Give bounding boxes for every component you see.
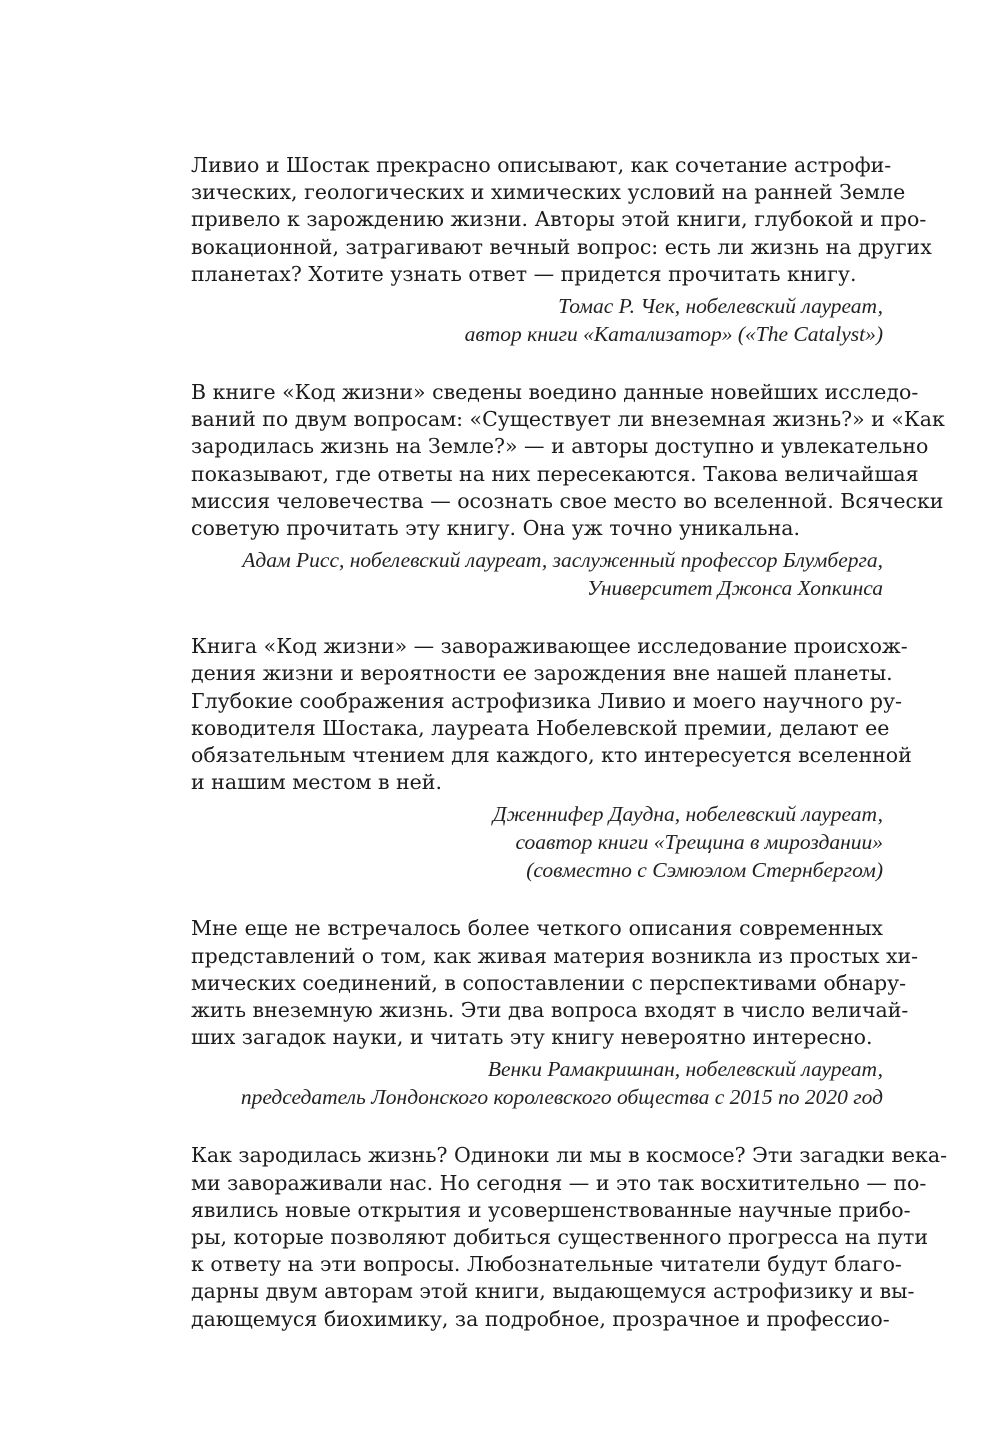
quote-line: и нашим местом в ней. xyxy=(191,770,442,795)
attribution-line: автор книги «Катализатор» («The Catalyst») xyxy=(464,322,883,347)
quote-line: представлений о том, как живая материя возникла из простых хи- xyxy=(191,943,919,968)
praise-blurb xyxy=(191,633,912,884)
attribution-line: соавтор книги «Трещина в мироздании» xyxy=(515,830,883,855)
attribution-line: (совместно с Сэмюэлом Стернбергом) xyxy=(526,858,883,883)
quote-line: ших загадок науки, и читать эту книгу невероятно интересно. xyxy=(191,1025,873,1050)
quote-line: Глубокие соображения астрофизика Ливио и моего научного ру- xyxy=(191,688,902,713)
quote-line: планетах? Хотите узнать ответ — придется прочитать книгу. xyxy=(191,261,857,286)
quote-line: зических, геологических и химических условий на ранней Земле xyxy=(191,180,906,205)
praise-attribution xyxy=(191,546,883,602)
quote-line: Как зародилась жизнь? Одиноки ли мы в космосе? Эти загадки века- xyxy=(191,1143,947,1168)
quote-line: Книга «Код жизни» — завораживающее исследование происхож- xyxy=(191,634,908,659)
praise-attribution xyxy=(191,800,883,884)
attribution-line: Томас Р. Чек, нобелевский лауреат, xyxy=(558,294,883,319)
praise-blurb xyxy=(191,152,932,348)
quote-line: Мне еще не встречалось более четкого описания современных xyxy=(191,916,883,941)
praise-quote xyxy=(191,1142,947,1332)
attribution-line: Университет Джонса Хопкинса xyxy=(586,576,883,601)
praise-quote xyxy=(191,915,919,1051)
quote-line: ми завораживали нас. Но сегодня — и это так восхитительно — по- xyxy=(191,1170,927,1195)
quote-line: мических соединений, в сопоставлении с перспективами обнару- xyxy=(191,970,907,995)
praise-blurb xyxy=(191,915,919,1111)
quote-line: ваний по двум вопросам: «Существует ли внеземная жизнь?» и «Как xyxy=(191,407,945,432)
quote-line: Ливио и Шостак прекрасно описывают, как сочетание астрофи- xyxy=(191,153,892,177)
attribution-line: Адам Рисс, нобелевский лауреат, заслуженный профессор Блумберга, xyxy=(242,548,883,573)
praise-blurb xyxy=(191,1142,947,1332)
praise-attribution xyxy=(191,292,883,348)
attribution-line: Венки Рамакришнан, нобелевский лауреат, xyxy=(487,1057,883,1082)
quote-line: вокационной, затрагивают вечный вопрос: есть ли жизнь на других xyxy=(191,234,932,259)
quote-line: показывают, где ответы на них пересекаются. Такова величайшая xyxy=(191,461,919,486)
quote-line: дарны двум авторам этой книги, выдающемуся астрофизику и вы- xyxy=(191,1279,915,1304)
praise-quote xyxy=(191,379,945,542)
quote-line: явились новые открытия и усовершенствованные научные прибо- xyxy=(191,1197,911,1222)
praise-blurb xyxy=(191,379,945,602)
quote-line: дающемуся биохимику, за подробное, прозрачное и профессио- xyxy=(191,1306,890,1331)
praise-quote xyxy=(191,633,912,796)
quote-line: к ответу на эти вопросы. Любознательные читатели будут благо- xyxy=(191,1252,902,1277)
quote-line: зародилась жизнь на Земле?» — и авторы доступно и увлекательно xyxy=(191,434,929,459)
quote-line: дения жизни и вероятности ее зарождения вне нашей планеты. xyxy=(191,661,893,686)
attribution-line: Дженнифер Даудна, нобелевский лауреат, xyxy=(492,802,883,827)
praise-quote xyxy=(191,152,932,288)
quote-line: обязательным чтением для каждого, кто интересуется вселенной xyxy=(191,743,912,768)
attribution-line: председатель Лондонского королевского общества с 2015 по 2020 год xyxy=(240,1085,883,1110)
quote-line: миссия человечества — осознать свое место во вселенной. Всячески xyxy=(191,488,944,513)
quote-line: привело к зарождению жизни. Авторы этой книги, глубокой и про- xyxy=(191,207,927,232)
quote-line: жить внеземную жизнь. Эти два вопроса входят в число величай- xyxy=(191,998,909,1023)
praise-attribution xyxy=(191,1055,883,1111)
praise-section xyxy=(191,152,947,1333)
quote-line: ры, которые позволяют добиться существенного прогресса на пути xyxy=(191,1225,928,1250)
quote-line: В книге «Код жизни» сведены воедино данные новейших исследо- xyxy=(191,380,919,405)
quote-line: советую прочитать эту книгу. Она уж точно уникальна. xyxy=(191,516,800,541)
quote-line: ководителя Шостака, лауреата Нобелевской премии, делают ее xyxy=(191,715,890,740)
